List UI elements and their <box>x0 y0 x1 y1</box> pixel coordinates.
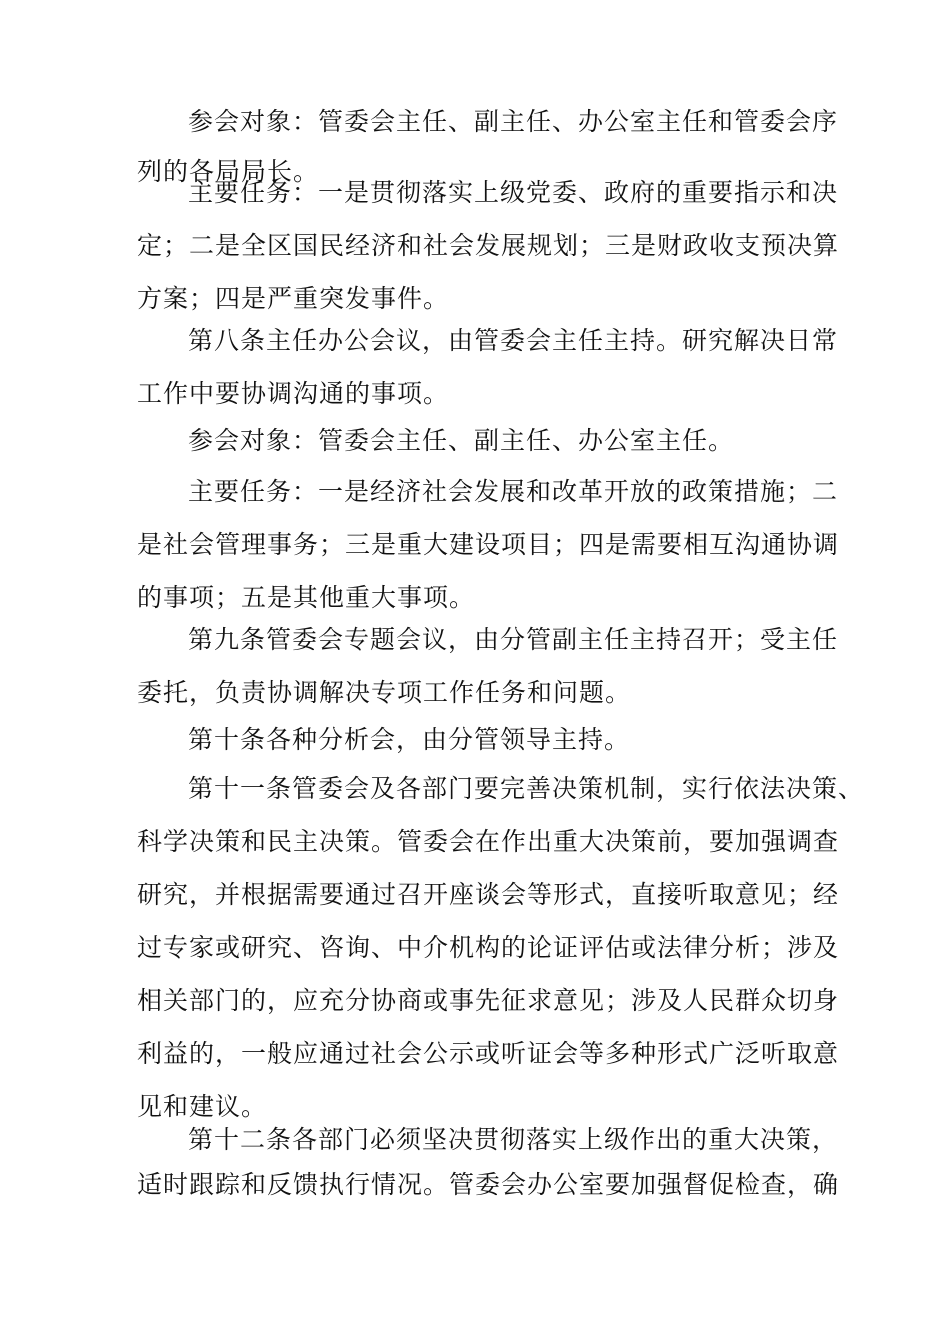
paragraph-article-11 <box>137 774 865 1122</box>
text-line: 参会对象：管委会主任、副主任、办公室主任和管委会序 <box>188 107 839 136</box>
text-line: 第十条各种分析会，由分管领导主持。 <box>188 725 631 754</box>
text-line: 参会对象：管委会主任、副主任、办公室主任。 <box>188 426 735 455</box>
paragraph-article-9 <box>137 625 837 708</box>
text-line: 主要任务：一是经济社会发展和改革开放的政策措施；二 <box>188 477 839 506</box>
text-line: 主要任务：一是贯彻落实上级党委、政府的重要指示和决 <box>188 178 839 207</box>
text-line: 第九条管委会专题会议，由分管副主任主持召开；受主任 <box>188 625 839 654</box>
paragraph-attendees-1 <box>137 107 837 187</box>
text-line: 过专家或研究、咨询、中介机构的论证评估或法律分析；涉及 <box>137 933 840 962</box>
text-line: 利益的，一般应通过社会公示或听证会等多种形式广泛听取意 <box>137 1039 840 1068</box>
text-line: 第十二条各部门必须坚决贯彻落实上级作出的重大决策， <box>188 1125 839 1154</box>
text-line: 的事项；五是其他重大事项。 <box>137 583 476 612</box>
text-line: 第八条主任办公会议，由管委会主任主持。研究解决日常 <box>188 326 839 355</box>
paragraph-article-8 <box>137 326 837 409</box>
paragraph-attendees-2 <box>137 426 837 456</box>
text-line: 研究，并根据需要通过召开座谈会等形式，直接听取意见；经 <box>137 880 840 909</box>
text-line: 列的各局局长。 <box>137 157 320 186</box>
text-line: 适时跟踪和反馈执行情况。管委会办公室要加强督促检查，确 <box>137 1170 840 1199</box>
text-line: 相关部门的，应充分协商或事先征求意见；涉及人民群众切身 <box>137 986 840 1015</box>
text-line: 定；二是全区国民经济和社会发展规划；三是财政收支预决算 <box>137 231 840 260</box>
paragraph-tasks-1 <box>137 178 840 314</box>
text-line: 是社会管理事务；三是重大建设项目；四是需要相互沟通协调 <box>137 530 840 559</box>
text-line: 第十一条管委会及各部门要完善决策机制，实行依法决策、 <box>188 774 865 803</box>
text-line: 方案；四是严重突发事件。 <box>137 284 450 313</box>
text-line: 委托，负责协调解决专项工作任务和问题。 <box>137 678 632 707</box>
text-line: 工作中要协调沟通的事项。 <box>137 379 450 408</box>
text-line: 见和建议。 <box>137 1092 268 1121</box>
paragraph-article-12 <box>137 1125 840 1200</box>
paragraph-article-10 <box>137 725 837 755</box>
text-line: 科学决策和民主决策。管委会在作出重大决策前，要加强调查 <box>137 827 840 856</box>
paragraph-tasks-2 <box>137 477 840 613</box>
